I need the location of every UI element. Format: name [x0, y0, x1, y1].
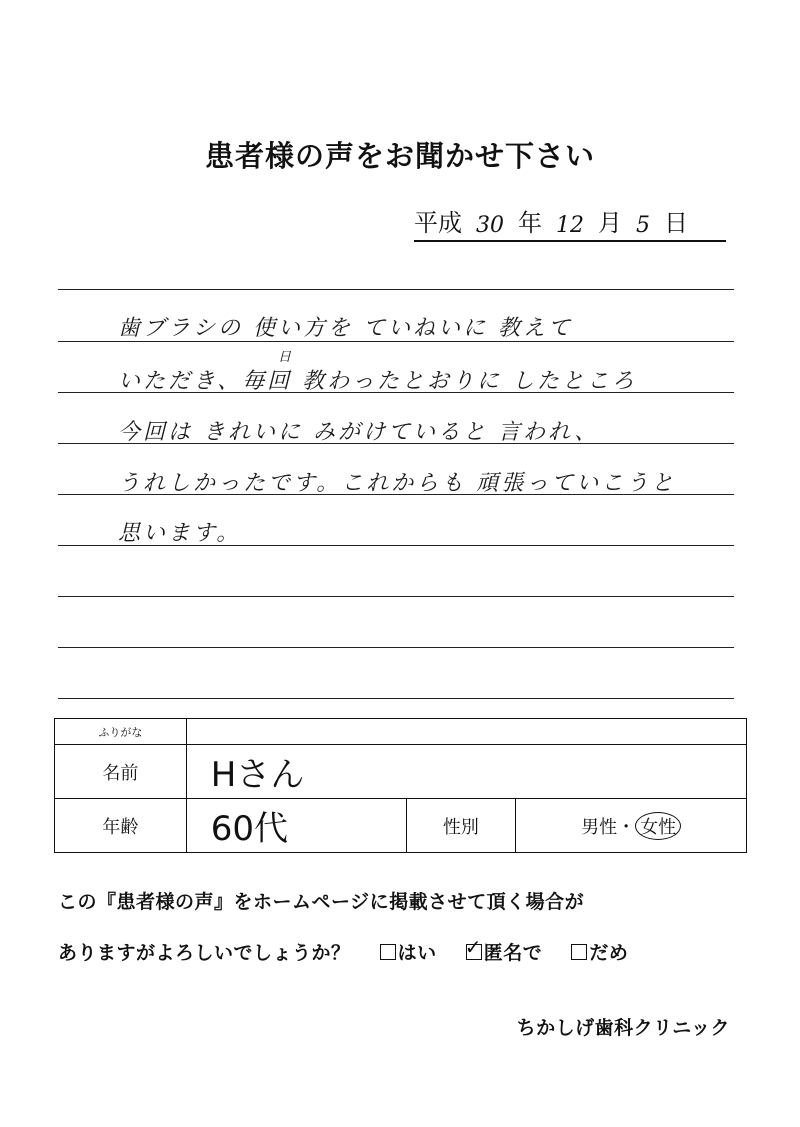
- option-yes-label: はい: [397, 942, 437, 964]
- handwritten-insert: 日: [278, 350, 292, 365]
- furigana-value[interactable]: [186, 719, 746, 745]
- checkbox-anonymous[interactable]: [464, 935, 483, 960]
- age-label: 年齢: [55, 799, 187, 853]
- handwritten-line-3: 今回は きれいに みがけていると 言われ、: [118, 420, 600, 445]
- date-year: 30: [476, 213, 504, 238]
- ruled-line: [58, 698, 734, 699]
- furigana-label: ふりがな: [55, 719, 187, 745]
- patient-info-table: [54, 718, 747, 853]
- date-field: [414, 208, 726, 242]
- gender-female-circled[interactable]: 女性: [635, 812, 681, 840]
- date-month-unit: 月: [598, 209, 622, 237]
- option-no[interactable]: [571, 942, 628, 964]
- checkbox-yes[interactable]: [380, 944, 396, 960]
- gender-male[interactable]: 男性: [581, 816, 618, 838]
- consent-question-line2: [58, 935, 629, 965]
- gender-label: 性別: [406, 799, 516, 853]
- ruled-line: [58, 289, 734, 290]
- gender-options[interactable]: [516, 799, 747, 853]
- check-mark-icon: ✓: [464, 935, 483, 959]
- date-day-unit: 日: [664, 209, 688, 237]
- handwritten-line-4: うれしかったです。これからも 頑張っていこうと: [118, 471, 677, 496]
- handwritten-line-5: 思います。: [118, 521, 242, 546]
- date-day: 5: [636, 213, 650, 238]
- handwritten-line-1: 歯ブラシの 使い方を ていねいに 教えて: [118, 316, 573, 341]
- consent-question-text: ありますがよろしいでしょうか？: [58, 942, 351, 964]
- age-value[interactable]: 60代: [186, 799, 406, 853]
- consent-question-line1: この『患者様の声』をホームページに掲載させて頂く場合が: [58, 891, 585, 913]
- option-anonymous-label: 匿名で: [483, 942, 543, 964]
- gender-separator: ・: [617, 816, 636, 838]
- ruled-line: [58, 596, 734, 597]
- option-yes[interactable]: [380, 942, 437, 964]
- date-year-unit: 年: [518, 209, 542, 237]
- option-anonymous[interactable]: [464, 935, 543, 964]
- date-month: 12: [556, 213, 584, 238]
- name-value[interactable]: Hさん: [186, 745, 746, 799]
- ruled-line: [58, 647, 734, 648]
- name-label: 名前: [55, 745, 187, 799]
- checkbox-no[interactable]: [571, 944, 587, 960]
- handwritten-line-2: いただき、毎回 教わったとおりに したところ: [118, 369, 637, 394]
- clinic-name: ちかしげ歯科クリニック: [516, 1017, 730, 1039]
- option-no-label: だめ: [589, 942, 629, 964]
- date-era: 平成: [414, 209, 462, 237]
- form-title: 患者様の声をお聞かせ下さい: [204, 139, 595, 173]
